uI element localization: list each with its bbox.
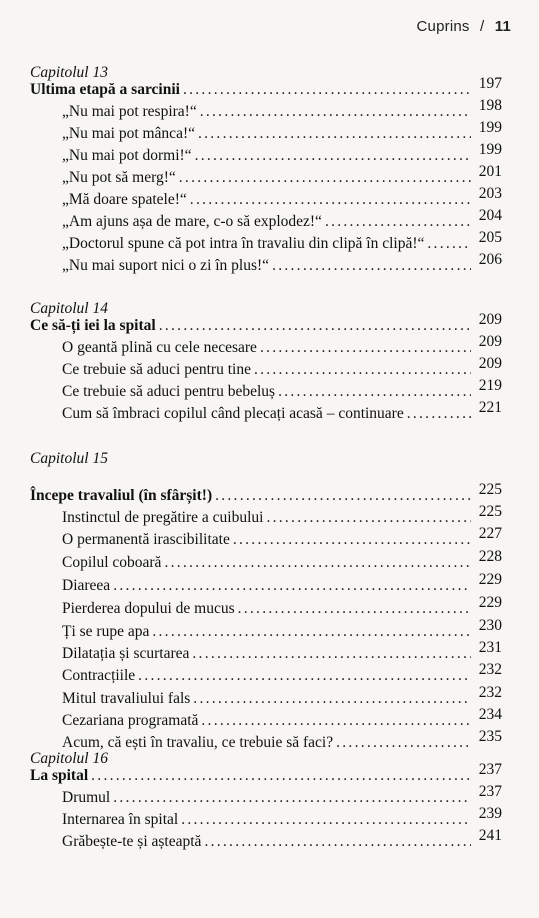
toc-entry-page-number: 209 [478,333,502,350]
toc-entry-page-number: 232 [478,684,502,701]
running-head-page-number: 11 [494,18,511,35]
toc-entry-title: Mitul travaliului fals [62,690,191,707]
dot-leader [164,553,471,573]
toc-entry-title: Ce trebuie să aduci pentru tine [62,361,251,378]
toc-entry [62,141,502,166]
toc-entry-title: Contracțiile [62,667,136,684]
toc-entry-page-number: 219 [478,377,502,394]
toc-entry-page-number: 241 [478,827,502,844]
toc-entry-title: Diareea [62,577,111,594]
toc-entry-page-number: 206 [478,251,502,268]
chapter-heading-page-number: 197 [478,75,502,92]
toc-entry-title: Instinctul de pregătire a cuibului [62,509,264,526]
toc-entry [62,119,502,144]
toc-entry-page-number: 198 [478,97,502,114]
toc-entry [62,805,502,830]
toc-entry-page-number: 221 [478,399,502,416]
toc-entry-title: „Am ajuns așa de mare, c-o să explodez!“ [62,213,322,230]
toc-entry-title: Acum, că ești în travaliu, ce trebuie să faci? [62,734,334,751]
toc-entry [62,728,502,753]
toc-entry-page-number: 227 [478,525,502,542]
dot-leader [190,190,471,210]
chapter-heading-page-number: 237 [478,761,502,778]
toc-entry [62,639,502,664]
chapter-heading-title: Începe travaliul (în sfârșit!) [30,487,213,504]
toc-entry [62,525,502,550]
toc-entry-title: „Doctorul spune că pot intra în travaliu din clipă în clipă!“ [62,235,425,252]
toc-entry [62,163,502,188]
toc-entry [62,594,502,619]
dot-leader [113,788,471,808]
dot-leader [181,810,471,830]
toc-entry-page-number: 209 [478,355,502,372]
chapter-heading-title: Ultima etapă a sarcinii [30,81,180,98]
toc-entry [62,333,502,358]
dot-leader [204,832,471,852]
chapter-heading [30,311,502,336]
toc-entry [62,377,502,402]
toc-entry [62,399,502,424]
toc-entry [62,503,502,528]
toc-entry-title: O geantă plină cu cele necesare [62,339,257,356]
toc-entry-title: Cezariana programată [62,712,199,729]
dot-leader [192,644,471,664]
dot-leader [152,622,471,642]
toc-entry-title: „Nu pot să merg!“ [62,169,176,186]
dot-leader [278,382,471,402]
chapter-heading [30,481,502,506]
toc-entry-page-number: 230 [478,617,502,634]
toc-entry-page-number: 228 [478,548,502,565]
dot-leader [201,711,471,731]
toc-entry-page-number: 199 [478,141,502,158]
toc-entry [62,207,502,232]
dot-leader [91,766,471,786]
chapter-heading-page-number: 209 [478,311,502,328]
toc-entry [62,827,502,852]
toc-entry-page-number: 231 [478,639,502,656]
toc-entry-title: Cum să îmbraci copilul când plecați acasă – continuare [62,405,404,422]
running-head-separator: / [479,18,485,35]
toc-entry-title: Ți se rupe apa [62,623,150,640]
toc-entry-page-number: 237 [478,783,502,800]
toc-entry [62,617,502,642]
dot-leader [238,599,471,619]
dot-leader [254,360,471,380]
toc-entry [62,185,502,210]
dot-leader [260,338,471,358]
toc-entry [62,97,502,122]
toc-entry [62,706,502,731]
dot-leader [407,404,471,424]
toc-entry-title: Copilul coboară [62,554,162,571]
dot-leader [200,102,471,122]
running-head [417,18,511,35]
toc-entry-title: „Nu mai pot mânca!“ [62,125,195,142]
toc-entry-title: Internarea în spital [62,811,179,828]
dot-leader [215,486,471,506]
toc-entry-page-number: 235 [478,728,502,745]
chapter-label: Capitolul 16 [30,750,108,767]
toc-entry [62,684,502,709]
toc-entry-page-number: 229 [478,571,502,588]
dot-leader [138,666,471,686]
toc-entry-page-number: 205 [478,229,502,246]
chapter-heading [30,75,502,100]
dot-leader [272,256,471,276]
toc-entry-page-number: 225 [478,503,502,520]
toc-entry-title: Drumul [62,789,111,806]
toc-entry-page-number: 234 [478,706,502,723]
toc-entry-title: Grăbește-te și așteaptă [62,833,202,850]
chapter-heading-title: Ce să-ți iei la spital [30,317,156,334]
toc-entry-title: „Nu mai suport nici o zi în plus!“ [62,257,270,274]
toc-entry [62,548,502,573]
toc-entry-title: „Nu mai pot respira!“ [62,103,197,120]
toc-entry-title: Ce trebuie să aduci pentru bebeluș [62,383,276,400]
chapter-heading-page-number: 225 [478,481,502,498]
toc-entry [62,661,502,686]
toc-entry-page-number: 201 [478,163,502,180]
chapter-label: Capitolul 15 [30,450,108,467]
toc-entry-page-number: 239 [478,805,502,822]
dot-leader [325,212,471,232]
dot-leader [233,530,471,550]
chapter-heading [30,761,502,786]
toc-entry [62,355,502,380]
dot-leader [113,576,471,596]
toc-entry-page-number: 204 [478,207,502,224]
toc-entry-title: Pierderea dopului de mucus [62,600,235,617]
toc-entry-page-number: 203 [478,185,502,202]
toc-entry [62,571,502,596]
running-head-section: Cuprins [416,18,470,35]
dot-leader [183,80,471,100]
dot-leader [179,168,471,188]
toc-entry-page-number: 232 [478,661,502,678]
dot-leader [195,146,471,166]
dot-leader [266,508,471,528]
toc-entry [62,229,502,254]
toc-entry-page-number: 199 [478,119,502,136]
chapter-label: Capitolul 13 [30,64,108,81]
toc-entry [62,251,502,276]
toc-entry [62,783,502,808]
dot-leader [193,689,471,709]
dot-leader [159,316,471,336]
dot-leader [198,124,471,144]
toc-entry-title: Dilatația și scurtarea [62,645,190,662]
chapter-heading-title: La spital [30,767,89,784]
toc-entry-page-number: 229 [478,594,502,611]
dot-leader [336,733,471,753]
chapter-label: Capitolul 14 [30,300,108,317]
toc-entry-title: O permanentă irascibilitate [62,531,230,548]
dot-leader [427,234,471,254]
toc-entry-title: „Mă doare spatele!“ [62,191,187,208]
toc-entry-title: „Nu mai pot dormi!“ [62,147,192,164]
